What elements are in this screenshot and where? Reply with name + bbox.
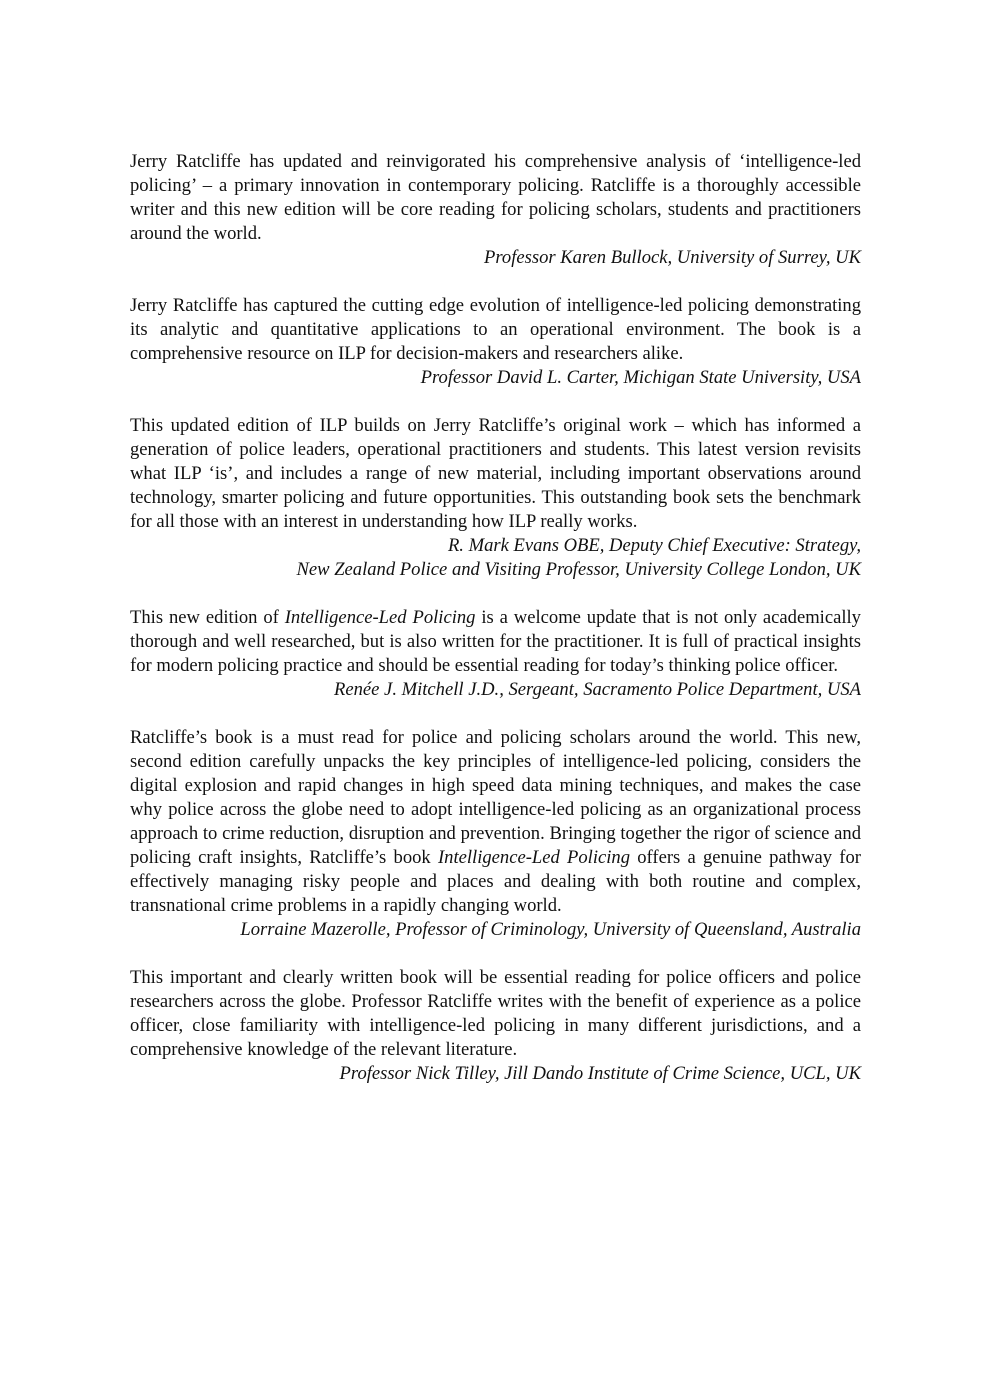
endorsement-quote: Jerry Ratcliffe has captured the cutting edge evolution of intelligence-led policing demonstrating its analytic and quantitative applications to an operational environment. The book is a comprehensive resource on ILP for decision-makers and researchers alike. <box>130 295 861 364</box>
endorsement-quote: This important and clearly written book will be essential reading for police officers and police researchers across the globe. Professor Ratcliffe writes with the benefit of experience as a police officer, close familiarity with intelligence-led policing in many different jurisdictions, and a comprehensive knowledge of the relevant literature. <box>130 967 861 1060</box>
attribution-line: Professor David L. Carter, Michigan State University, USA <box>420 367 861 388</box>
attribution-line: R. Mark Evans OBE, Deputy Chief Executive: Strategy, <box>447 535 861 556</box>
endorsement-tilley <box>130 966 861 1086</box>
endorsement-attribution <box>130 534 861 582</box>
endorsement-carter <box>130 294 861 390</box>
book-title: Intelligence-Led Policing <box>284 607 476 628</box>
quote-text: This new edition of <box>130 607 285 628</box>
endorsement-bullock <box>130 150 861 270</box>
endorsement-attribution <box>130 1062 861 1086</box>
endorsement-attribution <box>130 366 861 390</box>
book-title: Intelligence-Led Policing <box>437 847 631 868</box>
quote-text: offers a genuine pathway for effectively managing risky people and places and dealing with both routine and complex, transnational crime problems in a rapidly changing world. <box>130 847 861 916</box>
attribution-line: New Zealand Police and Visiting Professor, University College London, UK <box>296 559 861 580</box>
endorsement-attribution <box>130 918 861 942</box>
attribution-line: Professor Karen Bullock, University of Surrey, UK <box>484 247 861 268</box>
quote-text: is a welcome update that is not only academically thorough and well researched, but is also written for the practitioner. It is full of practical insights for modern policing practice and should be essential reading for today’s thinking police officer. <box>130 607 861 676</box>
endorsements-page <box>130 150 861 1110</box>
endorsement-quote: This updated edition of ILP builds on Jerry Ratcliffe’s original work – which has informed a generation of police leaders, operational practitioners and students. This latest version revisits what ILP ‘is’, and includes a range of new material, including important observations around technology, smarter policing and future opportunities. This outstanding book sets the benchmark for all those with an interest in understanding how ILP really works. <box>130 415 861 532</box>
attribution-line: Professor Nick Tilley, Jill Dando Institute of Crime Science, UCL, UK <box>339 1063 861 1084</box>
quote-text: Ratcliffe’s book is a must read for police and policing scholars around the world. This new, second edition carefully unpacks the key principles of intelligence-led policing, considers the digital explosion and rapid changes in high speed data mining techniques, and makes the case why police across the globe need to adopt intelligence-led policing as an organizational process approach to crime reduction, disruption and prevention. Bringing together the rigor of science and policing craft insights, Ratcliffe’s book <box>130 727 861 868</box>
endorsement-attribution <box>130 246 861 270</box>
endorsement-quote <box>130 726 861 918</box>
endorsement-quote <box>130 606 861 678</box>
endorsement-mazerolle <box>130 726 861 942</box>
endorsement-attribution <box>130 678 861 702</box>
attribution-line: Renée J. Mitchell J.D., Sergeant, Sacramento Police Department, USA <box>334 679 861 700</box>
endorsement-evans <box>130 414 861 582</box>
endorsement-mitchell <box>130 606 861 702</box>
attribution-line: Lorraine Mazerolle, Professor of Criminology, University of Queensland, Australia <box>240 919 861 940</box>
endorsement-quote: Jerry Ratcliffe has updated and reinvigorated his comprehensive analysis of ‘intelligence-led policing’ – a primary innovation in contemporary policing. Ratcliffe is a thoroughly accessible writer and this new edition will be core reading for policing scholars, students and practitioners around the world. <box>130 151 861 244</box>
